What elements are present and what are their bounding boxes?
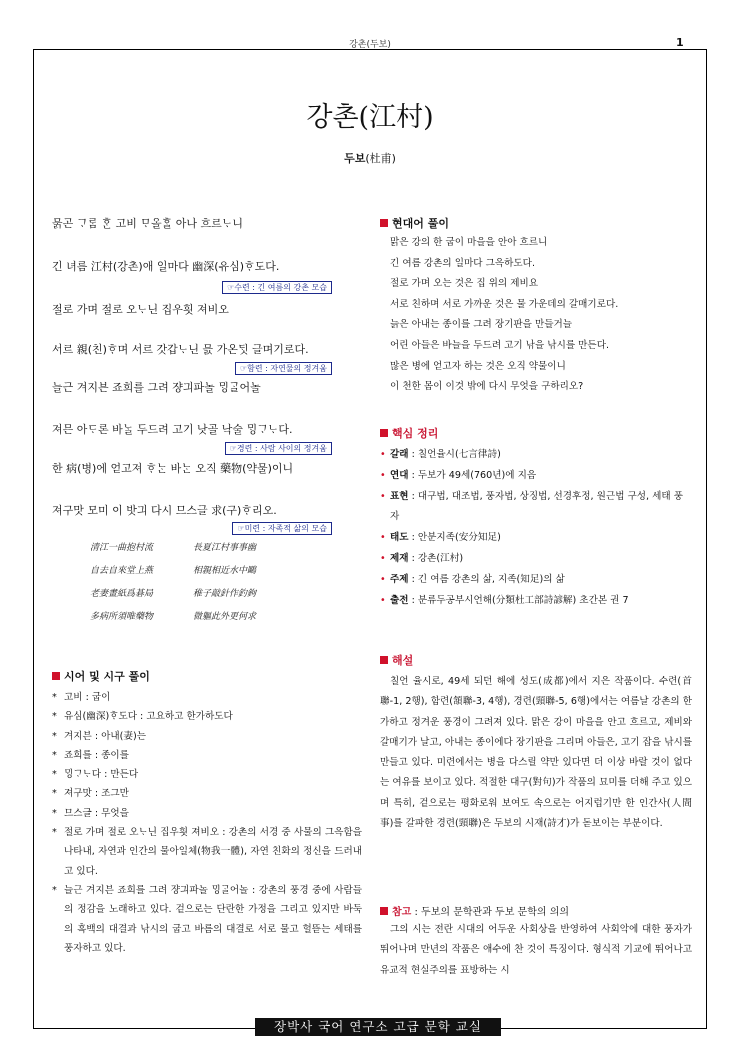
modern-line: 어린 아들은 바늘을 두드려 고기 낚을 낚시를 만든다. — [390, 339, 610, 351]
modern-lines — [380, 233, 692, 398]
core-item — [380, 487, 692, 529]
poem-line: 묽곤 ᄀᆞᄅᆞᆷ ᄒᆞᆫ 고비 ᄆᆞ올ᄒᆞᆯ 아나 흐르ᄂᆞ니 — [52, 217, 243, 230]
reference-text: 그의 시는 전란 시대의 어두운 사회상을 반영하여 사회악에 대한 풍자가 뛰어나며 만년의 작품은 애수에 찬 것이 특징이다. 형식적 기교에 뛰어나고 유교적 현실주의를 표방하는 시 — [380, 924, 692, 976]
reference-title: 참고 — [392, 907, 412, 918]
square-bullet-icon — [52, 672, 60, 680]
core-label: 연대 — [390, 469, 409, 481]
core-text: : 칠언율시(七言律詩) — [408, 449, 501, 460]
gloss-item: * 고비 : 굽이 — [52, 688, 362, 707]
square-bullet-icon — [380, 219, 388, 227]
square-bullet-icon — [380, 656, 388, 664]
hanja-row — [90, 540, 296, 563]
core-item — [380, 591, 692, 612]
core-text: : 긴 여름 강촌의 삶, 지족(知足)의 삶 — [408, 573, 565, 585]
gloss-title: 시어 및 시구 풀이 — [64, 670, 150, 683]
commentary-title: 해설 — [392, 654, 414, 667]
poem-line: 져믄 아ᄃᆞ론 바ᄂᆞᆯ 두드려 고기 낫골 낙술 ᄆᆡᆼᄀᆞᄂᆞ다. — [52, 423, 293, 436]
core-label: 주제 — [390, 573, 409, 585]
gloss-section — [52, 668, 362, 958]
core-section — [380, 425, 692, 611]
core-title: 핵심 정리 — [392, 427, 439, 440]
gloss-item: * 겨지븐 : 아내(妻)는 — [52, 727, 362, 746]
modern-line: 많은 병에 얻고자 하는 것은 오직 약물이니 — [390, 360, 566, 372]
core-text: : 안분지족(安分知足) — [408, 532, 501, 544]
core-item — [380, 466, 692, 487]
core-item — [380, 570, 692, 591]
author-name: 두보 — [344, 152, 366, 165]
hanja-original — [90, 540, 296, 632]
poem-note: ☞미련 : 자족적 삶의 모습 — [232, 522, 332, 535]
core-label: 제재 — [390, 552, 409, 564]
hanja-row — [90, 609, 296, 632]
modern-heading — [380, 215, 692, 231]
core-text: : 분류두공부시언해(分類杜工部詩諺解) 초간본 권 7 — [408, 594, 629, 606]
modern-section — [380, 215, 692, 398]
square-bullet-icon — [380, 907, 388, 915]
hanja-row — [90, 563, 296, 586]
page-number: 1 — [676, 36, 684, 49]
core-label: 태도 — [390, 532, 409, 544]
core-list — [380, 445, 692, 611]
gloss-item: * 늘근 겨지븐 죠희를 그려 쟝긔파놀 ᄆᆡᆼᄀᆞᆯ어놀 : 강촌의 풍경 중에 사람들의 정감을 노래하고 있다. 겉으로는 단란한 가정을 그리고 있지만 바둑의 흑백의 대결과 낚시의 굽고 바름의 대결로 서로 물고 헐뜯는 세태를 풍자하고 있다. — [52, 881, 362, 958]
core-label: 갈래 — [390, 449, 409, 460]
gloss-heading — [52, 668, 362, 684]
core-text: : 강촌(江村) — [408, 552, 464, 564]
hanja-verse: 相親相近水中鷗 — [193, 566, 257, 576]
core-item — [380, 528, 692, 549]
core-item — [380, 549, 692, 570]
core-text: : 대구법, 대조법, 풍자법, 상징법, 선경후정, 원근법 구성, 세태 풍자 — [390, 490, 683, 523]
modern-line: 서로 친하며 서로 가까운 것은 물 가운데의 갈매기로다. — [390, 298, 619, 310]
gloss-item: * ᄆᆡᆼᄀᆞᄂᆞ다 : 만든다 — [52, 765, 362, 784]
reference-heading — [380, 903, 692, 918]
hanja-row — [90, 586, 296, 609]
poem-line: 져구맛 모미 이 밧긔 다시 므스글 求(구)ᄒᆞ리오. — [52, 504, 277, 517]
commentary-section — [380, 652, 692, 834]
page-title: 강촌(江村) — [306, 102, 434, 133]
modern-line: 이 천한 몸이 이것 밖에 다시 무엇을 구하리오? — [390, 381, 584, 393]
commentary-text: 칠언 율시로, 49세 되던 해에 성도(成都)에서 지은 작품이다. 수련(首聯-1, 2행), 함련(頷聯-3, 4행), 경련(頸聯-5, 6행)에서는 여름날 강촌의 한가하고 정겨운 풍경이 그려져 있다. 맑은 강이 마을을 안고 흐르고, 제비와 갈매기가 날고, 아내는 종이에다 장기판을 그리며 아들은, 고기 잡을 낚시를 만들고 있다. 미련에서는 병을 다스릴 약만 있다면 더 이상 바랄 것이 없다는 여유를 보이고 있다. 적절한 대구(對句)가 작품의 묘미를 더해 주고 있으며 특히, 겉으로는 평화로워 보여도 속으로는 어지럽기만 한 인간사(人間事)를 갈파한 경련(頸聯)은 두보의 시재(詩才)가 돋보이는 부분이다. — [380, 676, 692, 830]
author-hanja: (杜甫) — [365, 152, 396, 165]
modern-line: 절로 가며 오는 것은 집 위의 제비요 — [390, 278, 539, 290]
poem-line: 긴 녀름 江村(강촌)애 일마다 幽深(유심)ᄒᆞ도다. — [52, 260, 280, 273]
running-head: 강촌(두보) — [349, 40, 391, 50]
gloss-item: * 절로 가며 절로 오ᄂᆞ닌 집우흿 져비오 : 강촌의 서경 중 사물의 그윽함을 나타내, 자연과 인간의 물아일체(物我一體), 자연 친화의 정신을 드러내고 있다. — [52, 823, 362, 881]
gloss-item: * 유심(幽深)ᄒᆞ도다 : 고요하고 한가하도다 — [52, 707, 362, 726]
core-item — [380, 445, 692, 466]
hanja-verse: 微軀此外更何求 — [193, 612, 257, 622]
modern-title: 현대어 풀이 — [392, 217, 449, 230]
poem-line: 절로 가며 절로 오ᄂᆞ닌 집우흿 져비오 — [52, 303, 229, 316]
core-text: : 두보가 49세(760년)에 지음 — [408, 469, 537, 481]
modern-line: 긴 여름 강촌의 일마다 그윽하도다. — [390, 257, 535, 269]
hanja-verse: 自去自來堂上燕 — [90, 566, 154, 576]
gloss-item: * 므스글 : 무엇을 — [52, 804, 362, 823]
hanja-verse: 清江一曲抱村流 — [90, 543, 154, 553]
core-label: 표현 — [390, 490, 409, 502]
hanja-verse: 稚子敲針作釣鉤 — [193, 589, 257, 599]
core-heading — [380, 425, 692, 441]
commentary-heading — [380, 652, 692, 668]
poem-line: 한 病(병)에 얻고져 ᄒᆞᄂᆞᆫ 바ᄂᆞᆫ 오직 藥物(약물)이니 — [52, 462, 294, 475]
modern-line: 맑은 강의 한 굽이 마을을 안아 흐르니 — [390, 237, 548, 248]
poem-note: ☞함련 : 자연물의 정겨움 — [235, 362, 332, 375]
hanja-verse: 長夏江村事事幽 — [193, 543, 257, 553]
gloss-item: * 져구맛 : 조그만 — [52, 784, 362, 803]
modern-line: 늙은 아내는 종이를 그려 장기판을 만들거늘 — [390, 319, 573, 331]
gloss-list — [52, 688, 362, 958]
author — [0, 150, 740, 166]
hanja-verse: 多病所須唯藥物 — [90, 612, 154, 622]
reference-subtitle: : 두보의 문학관과 두보 문학의 의의 — [411, 907, 570, 918]
footer-banner: 장박사 국어 연구소 고급 문학 교실 — [255, 1018, 501, 1036]
poem-note: ☞수련 : 긴 여름의 강촌 모습 — [222, 281, 332, 294]
poem-note: ☞경련 : 사람 사이의 정겨움 — [225, 442, 332, 455]
reference-section — [380, 903, 692, 981]
gloss-item: * 죠희를 : 종이를 — [52, 746, 362, 765]
square-bullet-icon — [380, 429, 388, 437]
core-label: 출전 — [390, 594, 409, 606]
poem-line: 서르 親(친)ᄒᆞ며 서르 갓갑ᄂᆞ닌 믌 가온ᄃᆡᆺ 글며기로다. — [52, 343, 309, 356]
poem-line: 늘근 겨지븐 죠희를 그려 쟝긔파놀 ᄆᆡᆼᄀᆞᆯ어놀 — [52, 381, 261, 394]
hanja-verse: 老妻畫紙爲碁局 — [90, 589, 154, 599]
